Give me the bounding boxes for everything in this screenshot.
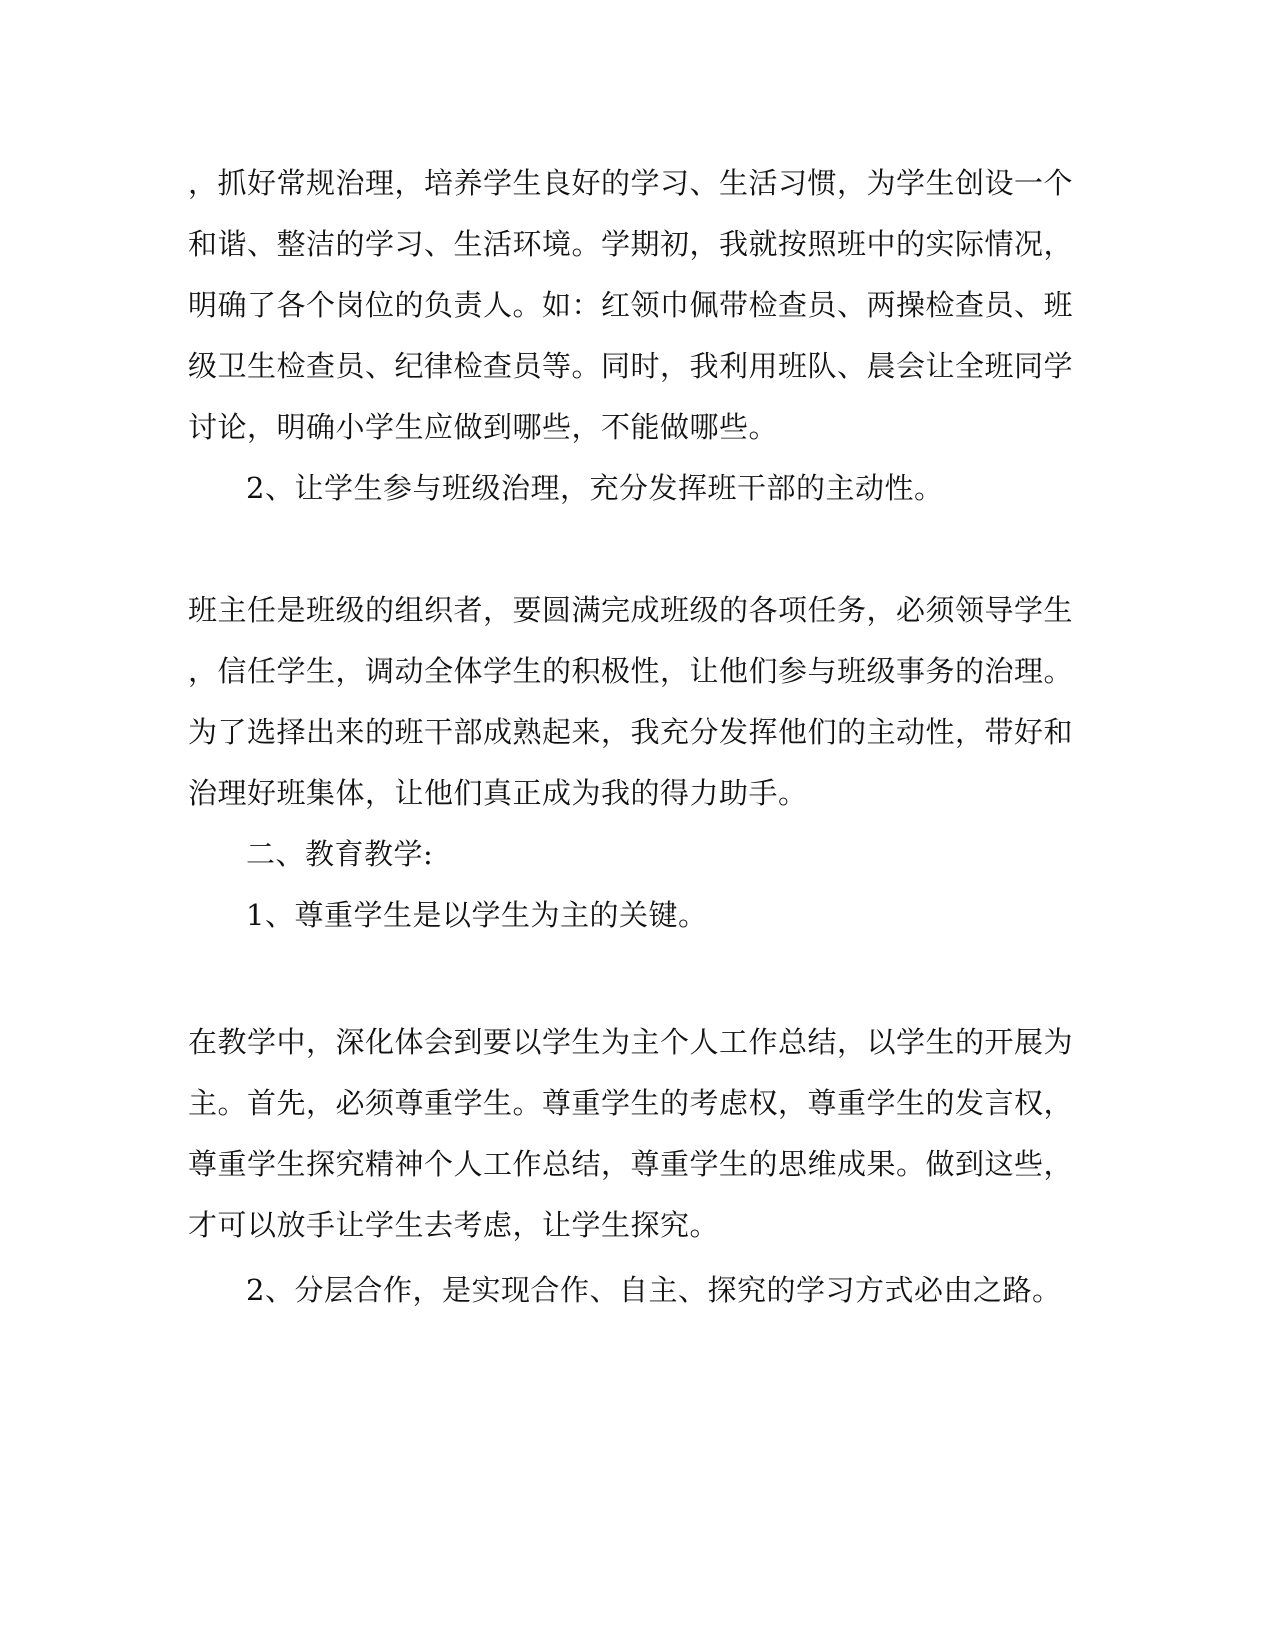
body-text-line: 在教学中，深化体会到要以学生为主个人工作总结，以学生的开展为 bbox=[188, 1025, 1074, 1059]
section-heading: 二、教育教学: bbox=[246, 837, 434, 871]
body-text-line: 尊重学生探究精神个人工作总结，尊重学生的思维成果。做到这些， bbox=[188, 1147, 1074, 1181]
body-text-line: ，信任学生，调动全体学生的积极性，让他们参与班级事务的治理。 bbox=[188, 654, 1074, 688]
body-text-line: 和谐、整洁的学习、生活环境。学期初，我就按照班中的实际情况， bbox=[188, 227, 1074, 261]
body-text-line: 明确了各个岗位的负责人。如：红领巾佩带检查员、两操检查员、班 bbox=[188, 288, 1074, 322]
section-item-heading: 1、尊重学生是以学生为主的关键。 bbox=[246, 898, 708, 932]
section-item-heading: 2、让学生参与班级治理，充分发挥班干部的主动性。 bbox=[246, 471, 944, 505]
body-text-line: ，抓好常规治理，培养学生良好的学习、生活习惯，为学生创设一个 bbox=[188, 166, 1074, 200]
body-text-line: 班主任是班级的组织者，要圆满完成班级的各项任务，必须领导学生 bbox=[188, 593, 1074, 627]
body-text-line: 治理好班集体，让他们真正成为我的得力助手。 bbox=[188, 776, 808, 810]
body-text-line: 级卫生检查员、纪律检查员等。同时，我利用班队、晨会让全班同学 bbox=[188, 349, 1074, 383]
section-item-heading: 2、分层合作，是实现合作、自主、探究的学习方式必由之路。 bbox=[246, 1273, 1062, 1307]
body-text-line: 讨论，明确小学生应做到哪些，不能做哪些。 bbox=[188, 410, 779, 444]
body-text-line: 主。首先，必须尊重学生。尊重学生的考虑权，尊重学生的发言权， bbox=[188, 1086, 1074, 1120]
body-text-line: 才可以放手让学生去考虑，让学生探究。 bbox=[188, 1208, 720, 1242]
body-text-line: 为了选择出来的班干部成熟起来，我充分发挥他们的主动性，带好和 bbox=[188, 715, 1074, 749]
